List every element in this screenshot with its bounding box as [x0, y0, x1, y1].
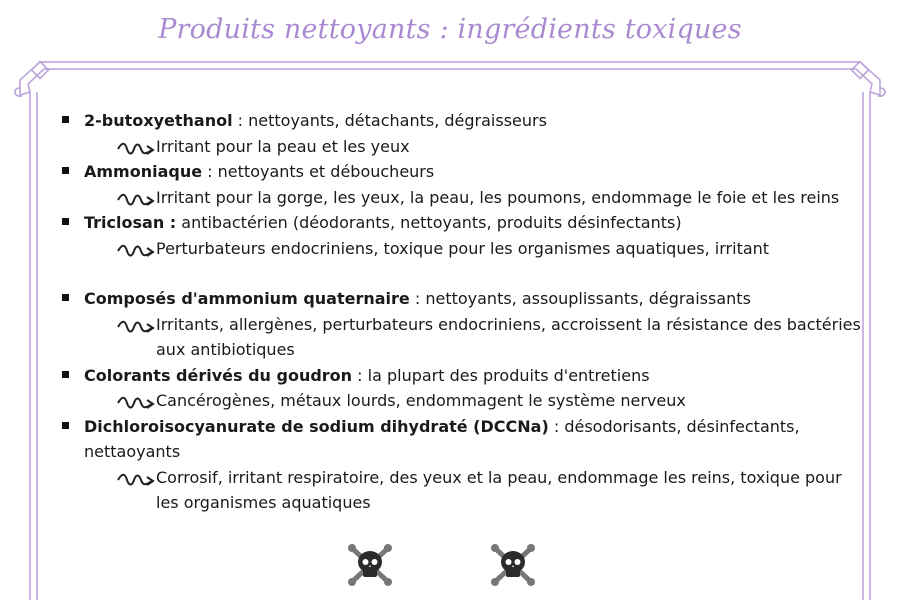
ingredient-effect-row — [62, 388, 862, 414]
ingredient-name: 2-butoxyethanol — [84, 111, 233, 130]
ingredient-uses: : nettoyants et déboucheurs — [202, 162, 435, 181]
list-item — [62, 414, 862, 465]
ingredient-effect-row — [62, 236, 862, 262]
ingredient-uses: : la plupart des produits d'entretiens — [352, 365, 650, 385]
ingredient-effect-row — [62, 465, 862, 516]
ingredient-name: Dichloroisocyanurate de sodium dihydraté (DCCNa) — [84, 416, 549, 436]
ingredient-effect: Cancérogènes, métaux lourds, endommagent le système nerveux — [156, 391, 686, 410]
ingredient-effect: Perturbateurs endocriniens, toxique pour les organismes aquatiques, irritant — [156, 238, 770, 258]
ingredient-uses: antibactérien (déodorants, nettoyants, produits désinfectants) — [176, 213, 682, 232]
skull-crossbones-icon — [489, 540, 537, 588]
skull-crossbones-icon — [346, 540, 394, 588]
ingredient-effect: Corrosif, irritant respiratoire, des yeux et la peau, endommage les reins, toxique pour les organismes aquatiques — [156, 467, 842, 512]
bullet-icon — [62, 371, 69, 378]
ingredient-effect-row — [62, 185, 862, 211]
list-spacer — [62, 261, 862, 286]
ingredient-effect: Irritants, allergènes, perturbateurs endocriniens, accroissent la résistance des bactéries aux antibiotiques — [156, 314, 861, 359]
bullet-icon — [62, 422, 69, 429]
bullet-icon — [62, 167, 69, 174]
ingredient-uses: : nettoyants, détachants, dégraisseurs — [232, 111, 547, 130]
bullet-icon — [62, 116, 69, 123]
ingredient-name: Composés d'ammonium quaternaire — [84, 289, 410, 308]
list-item — [62, 363, 862, 389]
list-item — [62, 108, 862, 134]
ingredient-uses: : désodorisants, désinfectants, nettaoyants — [84, 416, 800, 461]
list-item — [62, 210, 862, 236]
squiggle-arrow-icon — [116, 242, 156, 260]
ingredient-name: Triclosan : — [84, 213, 177, 232]
list-item — [62, 159, 862, 185]
ingredient-effect-row — [62, 134, 862, 160]
squiggle-arrow-icon — [116, 140, 156, 158]
ingredient-effect: Irritant pour la gorge, les yeux, la peau, les poumons, endommage le foie et les reins — [156, 187, 840, 207]
list-item — [62, 286, 862, 312]
squiggle-arrow-icon — [116, 471, 156, 489]
ingredient-name: Colorants dérivés du goudron — [84, 365, 353, 385]
ingredient-uses: : nettoyants, assouplissants, dégraissants — [409, 289, 751, 308]
squiggle-arrow-icon — [116, 394, 156, 412]
bullet-icon — [62, 218, 69, 225]
ingredient-effect-row — [62, 312, 862, 363]
ingredient-name: Ammoniaque — [84, 162, 203, 181]
squiggle-arrow-icon — [116, 191, 156, 209]
ingredient-list — [62, 108, 862, 516]
ingredient-effect: Irritant pour la peau et les yeux — [156, 136, 410, 156]
squiggle-arrow-icon — [116, 318, 156, 336]
bullet-icon — [62, 294, 69, 301]
page-title: Produits nettoyants : ingrédients toxiques — [158, 14, 742, 45]
